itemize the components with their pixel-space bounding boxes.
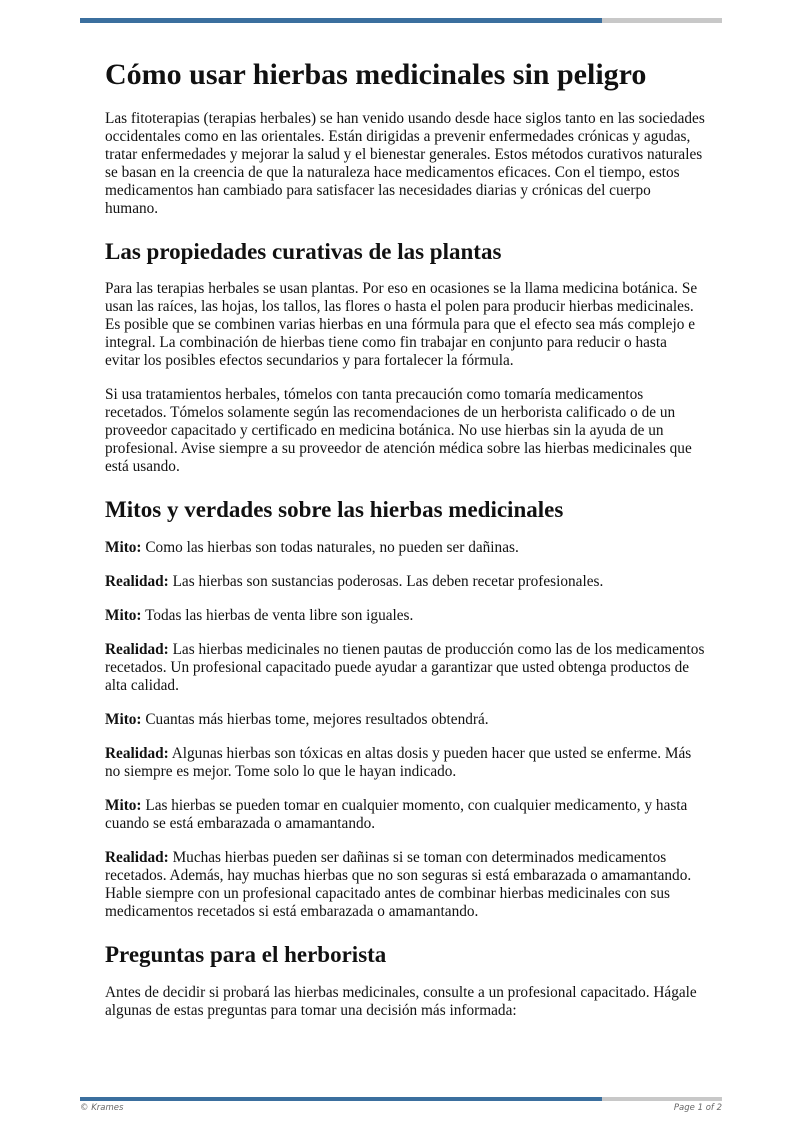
myth-fact-item xyxy=(105,641,705,695)
intro-paragraph: Las fitoterapias (terapias herbales) se han venido usando desde hace siglos tanto en las sociedades occidentales como en las orientales. Están dirigidas a prevenir enfermedades crónicas y agudas, tratar enfermedades y mejorar la salud y el bienestar generales. Estos métodos curativos naturales se basan en la creencia de que la naturaleza hace medicamentos eficaces. Con el tiempo, estos medicamentos han cambiado para satisfacer las necesidades diarias y crónicas del cuerpo humano. xyxy=(105,109,705,217)
item-text: Algunas hierbas son tóxicas en altas dosis y pueden hacer que usted se enferme. Más no siempre es mejor. Tome solo lo que le hayan indicado. xyxy=(105,745,692,780)
header-rule-accent xyxy=(80,18,602,23)
item-label: Mito: xyxy=(105,539,142,556)
document-body xyxy=(105,56,705,1036)
item-text: Las hierbas son sustancias poderosas. Las deben recetar profesionales. xyxy=(168,573,604,590)
item-label: Realidad: xyxy=(105,641,169,658)
item-label: Mito: xyxy=(105,711,142,728)
healing-properties-paragraph-2: Si usa tratamientos herbales, tómelos con tanta precaución como tomaría medicamentos recetados. Tómelos solamente según las recomendaciones de un herborista calificado o de un proveedor capacitado y certificado en medicina botánica. No use hierbas sin la ayuda de un profesional. Avise siempre a su proveedor de atención médica sobre las hierbas medicinales que está usando. xyxy=(105,386,692,476)
item-label: Realidad: xyxy=(105,745,169,762)
section-heading-questions: Preguntas para el herborista xyxy=(105,942,387,967)
myth-fact-item xyxy=(105,797,705,833)
item-text: Como las hierbas son todas naturales, no pueden ser dañinas. xyxy=(141,539,519,556)
footer-rule xyxy=(80,1097,722,1101)
item-text: Muchas hierbas pueden ser dañinas si se toman con determinados medicamentos recetados. Además, hay muchas hierbas que no son seguras si está embarazada o amamantando. Hable siempre con un profesional capacitado antes de combinar hierbas medicinales con sus medicamentos recetados si está embarazada o amamantando. xyxy=(105,849,692,920)
item-text: Cuantas más hierbas tome, mejores resultados obtendrá. xyxy=(141,711,489,728)
item-text: Las hierbas medicinales no tienen pautas de producción como las de los medicamentos recetados. Un profesional capacitado puede ayudar a garantizar que usted obtenga productos de alta calidad. xyxy=(105,641,705,694)
page-title: Cómo usar hierbas medicinales sin peligro xyxy=(105,58,647,91)
footer-page-number: Page 1 of 2 xyxy=(673,1103,722,1113)
footer-rule-secondary xyxy=(602,1097,722,1101)
myth-fact-item xyxy=(105,607,705,625)
footer-copyright: © Krames xyxy=(80,1103,124,1113)
section-heading-myths-facts: Mitos y verdades sobre las hierbas medicinales xyxy=(105,497,564,523)
item-label: Mito: xyxy=(105,797,142,814)
myth-fact-item xyxy=(105,539,705,557)
item-text: Las hierbas se pueden tomar en cualquier momento, con cualquier medicamento, y hasta cuando se está embarazada o amamantando. xyxy=(105,797,688,832)
healing-properties-paragraph-1: Para las terapias herbales se usan plantas. Por eso en ocasiones se la llama medicina botánica. Se usan las raíces, las hojas, los tallos, las flores o hasta el polen para producir hierbas medicinales. Es posible que se combinen varias hierbas en una fórmula para que el efecto sea más complejo e integral. La combinación de hierbas tiene como fin trabajar en conjunto para reducir o hasta evitar los posibles efectos secundarios y para fortalecer la fórmula. xyxy=(105,280,698,370)
myth-fact-item xyxy=(105,573,705,591)
header-rule xyxy=(80,18,722,23)
section-heading-healing-properties: Las propiedades curativas de las plantas xyxy=(105,238,502,264)
footer-rule-accent xyxy=(80,1097,602,1101)
myth-fact-item xyxy=(105,711,705,729)
item-label: Mito: xyxy=(105,607,142,624)
header-rule-secondary xyxy=(602,18,722,23)
item-label: Realidad: xyxy=(105,573,169,590)
myth-fact-item xyxy=(105,745,705,781)
item-label: Realidad: xyxy=(105,849,169,866)
item-text: Todas las hierbas de venta libre son iguales. xyxy=(141,607,414,624)
questions-paragraph: Antes de decidir si probará las hierbas medicinales, consulte a un profesional capacitado. Hágale algunas de estas preguntas para tomar una decisión más informada: xyxy=(105,983,697,1019)
myth-fact-item xyxy=(105,849,705,921)
